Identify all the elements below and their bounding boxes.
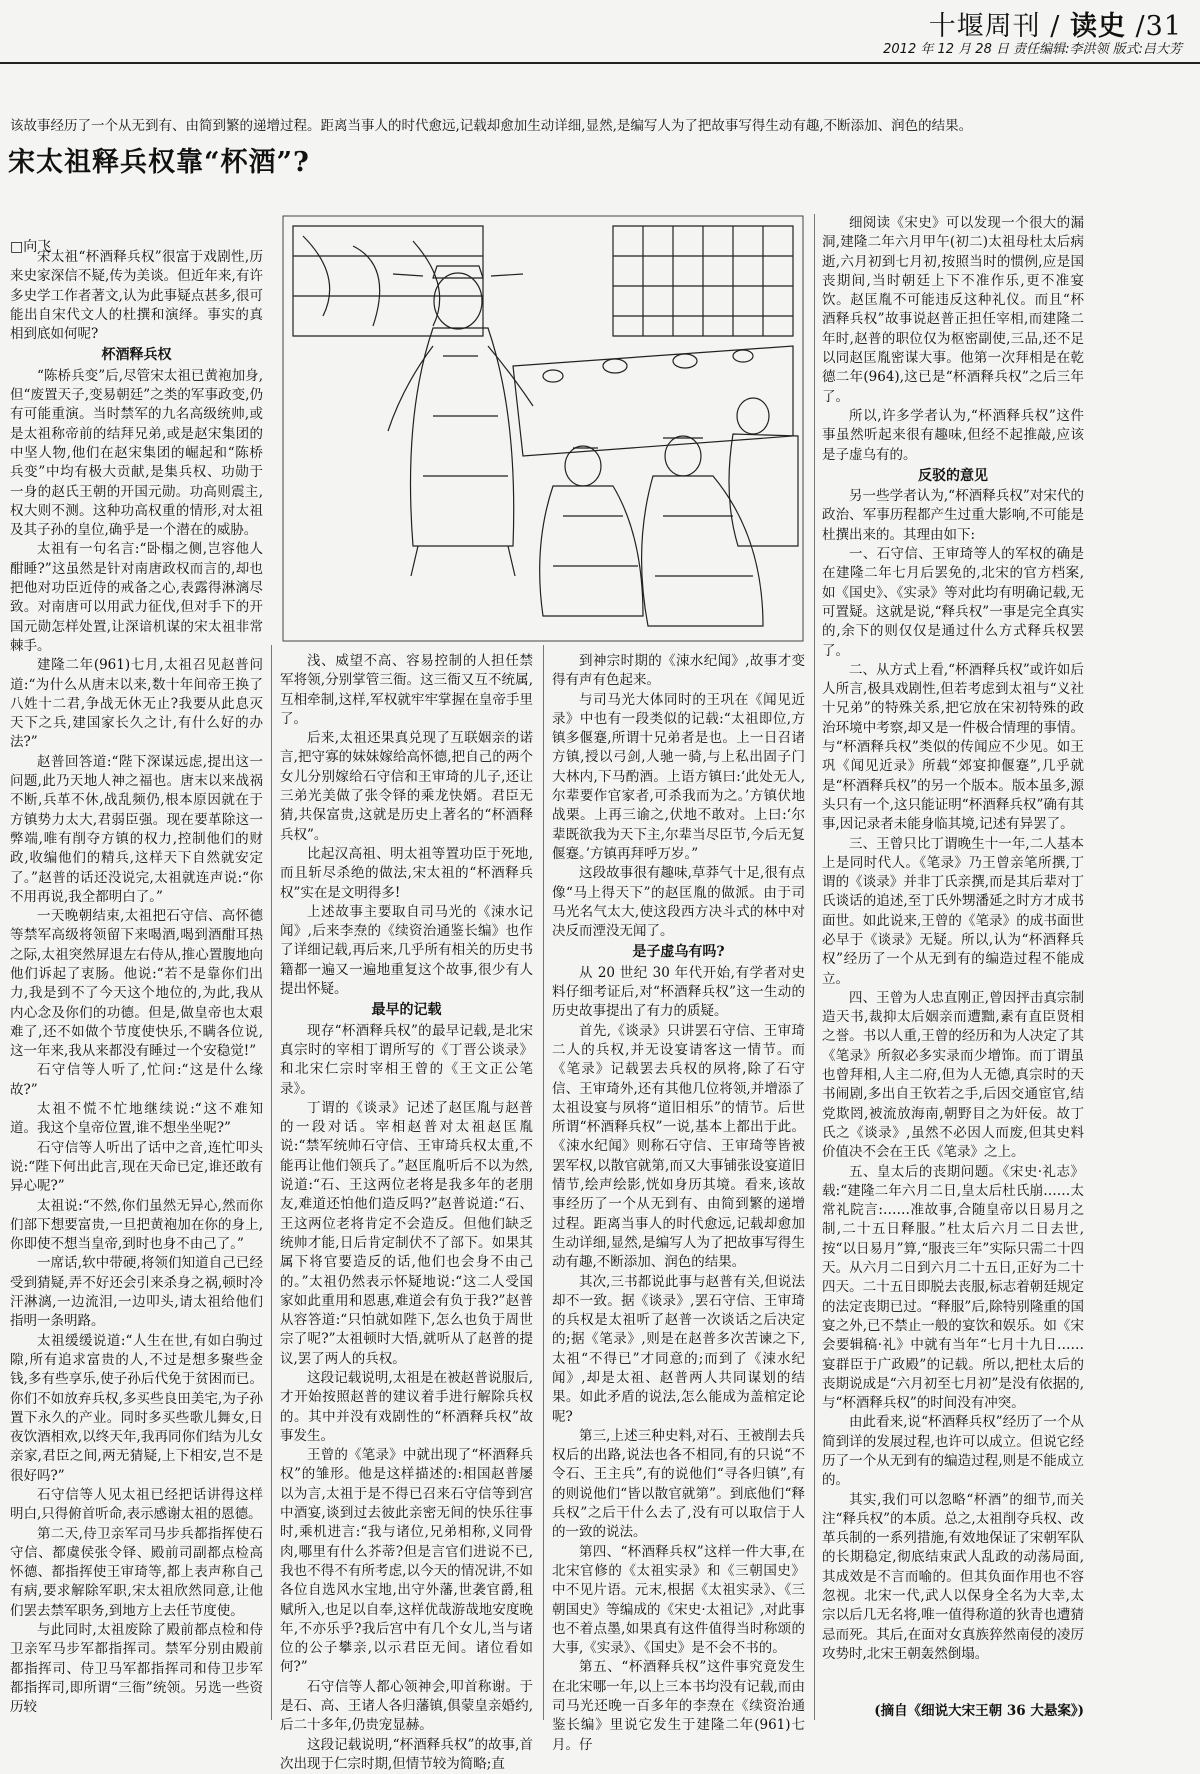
column-rule [271, 645, 272, 1720]
paragraph: 石守信等人都心领神会,叩首称谢。于是石、高、王诸人各归藩镇,俱蒙皇亲婚约,后二十多年,仍贵宠显赫。 [280, 1678, 533, 1734]
paragraph: 由此看来,说“杯酒释兵权”经历了一个从简到详的发展过程,也许可以成立。但说它经历了一个从无到有的编造过程,则是不能成立的。 [822, 1414, 1084, 1489]
section-heading: 是子虚乌有吗? [632, 944, 725, 961]
paragraph: 太祖有一句名言:“卧榻之侧,岂容他人酣睡?”这虽然是针对南唐政权而言的,却也把他对功臣近侍的戒备之心,表露得淋漓尽致。对南唐可以用武力征伐,但对手下的开国元勋怎样处置,让深谙机谋的宋太祖非常棘手。 [10, 541, 263, 654]
paragraph: 太祖不慌不忙地继续说:“这不难知道。我这个皇帝位置,谁不想坐坐呢?” [10, 1101, 263, 1137]
article-title: 宋太祖释兵权靠“杯酒”? [8, 147, 310, 178]
paragraph: 太祖缓缓说道:“人生在世,有如白驹过隙,所有追求富贵的人,不过是想多聚些金钱,多有些享乐,使子孙后代免于贫困而已。你们不如放弃兵权,多买些良田美宅,为子孙置下永久的产业。同时多买些歌儿舞女,日夜饮酒相欢,以终天年,我再同你们结为儿女亲家,君臣之间,两无猜疑,上下相安,岂不是很好吗?” [10, 1332, 263, 1484]
paragraph: 其实,我们可以忽略“杯酒”的细节,而关注“释兵权”的本质。总之,太祖削夺兵权、改革兵制的一系列措施,有效地保证了宋朝军队的长期稳定,彻底结束武人乱政的动荡局面,其成效是不言而喻的。但其负面作用也不容忽视。北宋一代,武人以保身全名为大幸,太宗以后几无名将,唯一值得称道的狄青也遭猜忌而死。其后,在面对女真族猝然南侵的凌厉攻势时,北宋王朝轰然倒塌。 [822, 1491, 1084, 1662]
paragraph: 后来,太祖还果真兑现了互联姻亲的诺言,把守寡的妹妹嫁给高怀德,把自己的两个女儿分别嫁给石守信和王审琦的儿子,还让三弟光美做了张令铎的乘龙快婿。君臣无猜,共保富贵,这就是历史上著名的“杯酒释兵权”。 [280, 730, 533, 843]
page-number: /31 [1135, 11, 1182, 42]
masthead-section: 读史 [1069, 11, 1126, 42]
paragraph: 石守信等人听出了话中之音,连忙叩头说:“陛下何出此言,现在天命已定,谁还敢有异心呢?” [10, 1139, 263, 1195]
byline: □向飞 [10, 239, 52, 255]
paragraph: 赵普回答道:“陛下深谋远虑,提出这一问题,此乃天地人神之福也。唐末以来战祸不断,兵革不休,战乱频仍,根本原因就在于方镇势力太大,君弱臣强。现在要革除这一弊端,唯有削夺方镇的权力,控制他们的财政,收编他们的精兵,这样天下自然就安定了。”赵普的话还没说完,太祖就连声说:“你不用再说,我全都明白了。” [10, 753, 263, 905]
paragraph: 另一些学者认为,“杯酒释兵权”对宋代的政治、军事历程都产生过重大影响,不可能是杜撰出来的。其理由如下: [822, 488, 1084, 543]
source-credit: (摘自《细说大宋王朝 36 大悬案》) [874, 1703, 1084, 1719]
lead-summary: 该故事经历了一个从无到有、由简到繁的递增过程。距离当事人的时代愈远,记载却愈加生动详细,显然,是编写人为了把故事写得生动有趣,不断添加、润色的结果。 [10, 118, 973, 134]
section-heading: 最早的记载 [371, 1002, 442, 1019]
column-rule [814, 214, 815, 1720]
paragraph: 与此同时,太祖废除了殿前都点检和侍卫亲军马步军都指挥司。禁军分别由殿前都指挥司、侍卫马军都指挥司和侍卫步军都指挥司,即所谓“三衙”统领。另选一些资历较 [10, 1622, 263, 1716]
article-column-2 [280, 652, 533, 1772]
paragraph: 第四、“杯酒释兵权”这样一件大事,在北宋官修的《太祖实录》和《三朝国史》中不见片语。元末,根据《太祖实录》、《三朝国史》等编成的《宋史·太祖记》,对此事也不着点墨,如果真有这件值得当时称颂的大事,《实录》、《国史》是不会不书的。 [552, 1543, 805, 1657]
article-column-4 [822, 214, 1084, 1684]
article-column-1 [10, 248, 263, 1718]
paragraph: 这段记载说明,“杯酒释兵权”的故事,首次出现于仁宗时期,但情节较为简略;直 [280, 1736, 533, 1772]
paragraph: 这段故事很有趣味,草莽气十足,很有点像“马上得天下”的赵匡胤的做派。由于司马光名气太大,使这段西方决斗式的林中对决反而湮没无闻了。 [552, 865, 805, 940]
section-heading: 反驳的意见 [918, 467, 988, 484]
paragraph: 与司马光大体同时的王巩在《闻见近录》中也有一段类似的记载:“太祖即位,方镇多偃蹇,所谓十兄弟者是也。上一日召诸方镇,授以弓剑,人驰一骑,与上私出固子门大林内,下马酌酒。上语方镇曰:‘此处无人,尔辈要作官家者,可杀我而为之。’方镇伏地战栗。上再三谕之,伏地不敢对。上曰:‘尔辈既欲我为天下主,尔辈当尽臣节,今后无复偃蹇。’方镇再拜呼万岁。” [552, 691, 805, 862]
paragraph: “陈桥兵变”后,尽管宋太祖已黄袍加身,但“废置天子,变易朝廷”之类的军事政变,仍有可能重演。当时禁军的九名高级统帅,或是太祖称帝前的结拜兄弟,或是赵宋集团的中坚人物,他们在赵宋集团的崛起和“陈桥兵变”中均有极大贡献,是集兵权、功勋于一身的赵氏王朝的开国元勋。功高则震主,权大则不测。这种功高权重的情形,对太祖及其子孙的皇位,确乎是一个潜在的威胁。 [10, 367, 263, 539]
paragraph: 上述故事主要取自司马光的《涑水记闻》,后来李焘的《续资治通鉴长编》也作了详细记载,再后来,几乎所有相关的历史书籍都一遍又一遍地重复这个故事,很少有人提出怀疑。 [280, 903, 533, 998]
paragraph: 其次,三书都说此事与赵普有关,但说法却不一致。据《谈录》,罢石守信、王审琦的兵权是太祖听了赵普一次谈话之后决定的;据《笔录》,则是在赵普多次苦谏之下,太祖“不得已”才同意的;而到了《涑水纪闻》,却是太祖、赵普两人共同谋划的结果。如此矛盾的说法,怎么能成为盖棺定论呢? [552, 1273, 805, 1425]
paragraph: 四、王曾为人忠直刚正,曾因抨击真宗制造天书,裁抑太后姻亲而遭黜,素有直臣贤相之誉。书以人重,王曾的经历和为人决定了其《笔录》所叙必多实录而少增饰。而丁谓虽也曾拜相,人主二府,但为人无德,真宗时的天书闹剧,多出自王钦若之手,后因交通宦官,结党欺罔,被流放海南,朝野目之为奸佞。故丁氏之《谈录》,虽然不必因人而废,但其史料价值决不会在王氏《笔录》之上。 [822, 989, 1084, 1161]
paragraph: 一、石守信、王审琦等人的军权的确是在建隆二年七月后罢免的,北宋的官方档案,如《国史》、《实录》等对此均有明确记载,无可置疑。这就是说,“释兵权”一事是完全真实的,余下的则仅仅是通过什么方式释兵权罢了。 [822, 546, 1084, 659]
paragraph: 太祖说:“不然,你们虽然无异心,然而你们部下想要富贵,一旦把黄袍加在你的身上,你即使不想当皇帝,到时也身不由己了。” [10, 1197, 263, 1253]
paragraph: 从 20 世纪 30 年代开始,有学者对史料仔细考证后,对“杯酒释兵权”这一生动的历史故事提出了有力的质疑。 [552, 964, 805, 1020]
paragraph: 二、从方式上看,“杯酒释兵权”或许如后人所言,极具戏剧性,但若考虑到太祖与“义社十兄弟”的特殊关系,把它放在宋初特殊的政治环境中考察,却又是一件极合情理的事情。与“杯酒释兵权”类似的传闻应不少见。如王巩《闻见近录》所载“郊宴抑偃蹇”,几乎就是“杯酒释兵权”的另一个版本。版本虽多,源头只有一个,这只能证明“杯酒释兵权”确有其事,因记录者未能身临其境,记述有异罢了。 [822, 661, 1084, 833]
paragraph: 一席话,软中带硬,将领们知道自己已经受到猜疑,弄不好还会引来杀身之祸,顿时冷汗淋漓,一边流泪,一边叩头,请太祖给他们指明一条明路。 [10, 1255, 263, 1330]
paragraph: 石守信等人听了,忙问:“这是什么缘故?” [10, 1062, 263, 1098]
paragraph: 三、王曾只比丁谓晚生十一年,二人基本上是同时代人。《笔录》乃王曾亲笔所撰,丁谓的《谈录》并非丁氏亲撰,而是其后辈对丁氏谈话的追述,至丁氏外甥潘延之时方才成书面世。如此说来,王曾的《笔录》的成书面世必早于《谈录》无疑。所以,认为“杯酒释兵权”经历了一个从无到有的编造过程不能成立。 [822, 835, 1084, 987]
header-rule [0, 62, 1200, 64]
masthead: 十堰周刊 / 读史 /31 [928, 11, 1182, 42]
page-header [0, 0, 1200, 62]
paragraph: 第五、“杯酒释兵权”这件事究竟发生在北宋哪一年,以上三本书均没有记载,而由司马光还晚一百多年的李焘在《续资治通鉴长编》里说它发生于建隆二年(961)七月。仔 [552, 1659, 805, 1753]
paragraph: 一天晚朝结束,太祖把石守信、高怀德等禁军高级将领留下来喝酒,喝到酒酣耳热之际,太祖突然屏退左右侍从,推心置腹地向他们诉起了衷肠。他说:“若不是靠你们出力,我是到不了今天这个地位的,为此,我从内心念及你们的功德。但是,做皇帝也太艰难了,还不如做个节度使快乐,不瞒各位说,这一年来,我从来都没有睡过一个安稳觉!” [10, 908, 263, 1060]
paragraph: 第三,上述三种史料,对石、王被削去兵权后的出路,说法也各不相同,有的只说“不令石、王主兵”,有的说他们“寻各归镇”,有的则说他们“皆以散官就第”。到底他们“释兵权”之后干什么去了,没有可以取信于人的一致的说法。 [552, 1427, 805, 1541]
paragraph: 宋太祖“杯酒释兵权”很富于戏剧性,历来史家深信不疑,传为美谈。但近年来,有许多史学工作者著文,认为此事疑点甚多,很可能出自宋代文人的杜撰和演绎。事实的真相到底如何呢? [10, 249, 263, 343]
paragraph: 细阅读《宋史》可以发现一个很大的漏洞,建隆二年六月甲午(初二)太祖母杜太后病逝,六月初到七月初,按照当时的惯例,应是国丧期间,当时朝廷上下不准作乐,更不准宴饮。赵匡胤不可能违反这种礼仪。而且“杯酒释兵权”故事说赵普正担任宰相,而建隆二年时,赵普的职位仅为枢密副使,三品,还不足以同赵匡胤密谋大事。他第一次拜相是在乾德二年(964),这已是“杯酒释兵权”之后三年了。 [822, 215, 1084, 405]
court-banquet-illustration [283, 216, 803, 641]
paragraph: 丁谓的《谈录》记述了赵匡胤与赵普的一段对话。宰相赵普对太祖赵匡胤说:“禁军统帅石守信、王审琦兵权太重,不能再让他们领兵了。”赵匡胤听后不以为然,说道:“石、王这两位老将是我多年的老朋友,难道还怕他们造反吗?”赵普说道:“石、王这两位老将肯定不会造反。但他们缺乏统帅才能,日后肯定制伏不了部下。如果其属下将官要造反的话,他们也会身不由己的。”太祖仍然表示怀疑地说:“这二人受国家如此重用和恩惠,难道会有负于我?”赵普从容答道:“只怕就如陛下,怎么也负于周世宗了呢?”太祖顿时大悟,就听从了赵普的提议,罢了两人的兵权。 [280, 1099, 533, 1367]
paragraph: 王曾的《笔录》中就出现了“杯酒释兵权”的雏形。他是这样描述的:相国赵普屡以为言,太祖于是不得已召来石守信等到宫中酒宴,谈到过去彼此亲密无间的快乐往事时,乘机进言:“我与诸位,兄弟相称,义同骨肉,哪里有什么芥蒂?但是言官们进说不已,我也不得不有所考虑,以今天的情况讲,不如各位自选风水宝地,出守外藩,世袭官爵,租赋所入,也足以自奉,这样优哉游哉地安度晚年,不亦乐乎?我后宫中有几个女儿,当与诸位的公子攀亲,以示君臣无间。诸位看如何?” [280, 1447, 533, 1676]
paragraph: 第二天,侍卫亲军司马步兵都指挥使石守信、都虞侯张令铎、殿前司副都点检高怀德、都指挥使王审琦等,都上表声称自己有病,要求解除军职,宋太祖欣然同意,让他们罢去禁军职务,到地方上去任节度使。 [10, 1525, 263, 1619]
paragraph: 所以,许多学者认为,“杯酒释兵权”这件事虽然听起来很有趣味,但经不起推敲,应该是子虚乌有的。 [822, 407, 1084, 463]
paragraph: 到神宗时期的《涑水纪闻》,故事才变得有声有色起来。 [552, 653, 805, 689]
paragraph: 五、皇太后的丧期问题。《宋史·礼志》载:“建隆二年六月二日,皇太后杜氏崩……太常礼院言:……准故事,合随皇帝以日易月之制,二十五日释服。”杜太后六月二日去世,按“以日易月”算,“服丧三年”实际只需二十四天。从六月二日到六月二十五日,正好为二十四天。二十五日即脱去丧服,标志着朝廷规定的法定丧期已过。“释服”后,除特别隆重的国宴之外,已不禁止一般的宴饮和娱乐。如《宋会要辑稿·礼》中就有当年“七月十九日……宴群臣于广政殿”的记载。所以,把杜太后的丧期说成是“六月初至七月初”是没有依据的,与“杯酒释兵权”的时间没有冲突。 [822, 1163, 1084, 1412]
paragraph: 现存“杯酒释兵权”的最早记载,是北宋真宗时的宰相丁谓所写的《丁晋公谈录》和北宋仁宗时宰相王曾的《王文正公笔录》。 [280, 1022, 533, 1097]
paragraph: 比起汉高祖、明太祖等置功臣于死地,而且斩尽杀绝的做法,宋太祖的“杯酒释兵权”实在是文明得多! [280, 845, 533, 901]
column-rule [543, 645, 544, 1720]
paragraph: 这段记载说明,太祖是在被赵普说服后,才开始按照赵普的建议着手进行解除兵权的。其中并没有戏剧性的“杯酒释兵权”故事发生。 [280, 1369, 533, 1444]
article-column-3 [552, 652, 805, 1753]
paragraph: 浅、威望不高、容易控制的人担任禁军将领,分别掌管三衙。这三衙又互不统属,互相牵制,这样,军权就牢牢掌握在皇帝手里了。 [280, 653, 533, 727]
section-heading: 杯酒释兵权 [101, 347, 172, 364]
paragraph: 石守信等人见太祖已经把话讲得这样明白,只得俯首听命,表示感谢太祖的恩德。 [10, 1487, 263, 1523]
masthead-paper: 十堰周刊 [928, 11, 1041, 42]
paragraph: 建隆二年(961)七月,太祖召见赵普问道:“为什么从唐末以来,数十年间帝王换了八姓十二君,争战无休无止?我要从此息灭天下之兵,建国家长久之计,有什么好的办法?” [10, 657, 263, 751]
paragraph: 首先,《谈录》只讲罢石守信、王审琦二人的兵权,并无设宴请客这一情节。而《笔录》记载罢去兵权的夙将,除了石守信、王审琦外,还有其他几位将领,并增添了太祖设宴与夙将“道旧相乐”的情节。后世所谓“杯酒释兵权”一说,基本上都出于此。《涑水纪闻》则称石守信、王审琦等皆被罢军权,以散官就第,而又大事铺张设宴道旧情节,绘声绘影,恍如身历其境。看来,该故事经历了一个从无到有、由简到繁的递增过程。距离当事人的时代愈远,记载却愈加生动详细,显然,是编写人为了把故事写得生动有趣,不断添加、润色的结果。 [552, 1022, 805, 1271]
issue-meta: 2012 年 12 月 28 日 责任编辑:李洪领 版式:吕大芳 [883, 42, 1182, 57]
